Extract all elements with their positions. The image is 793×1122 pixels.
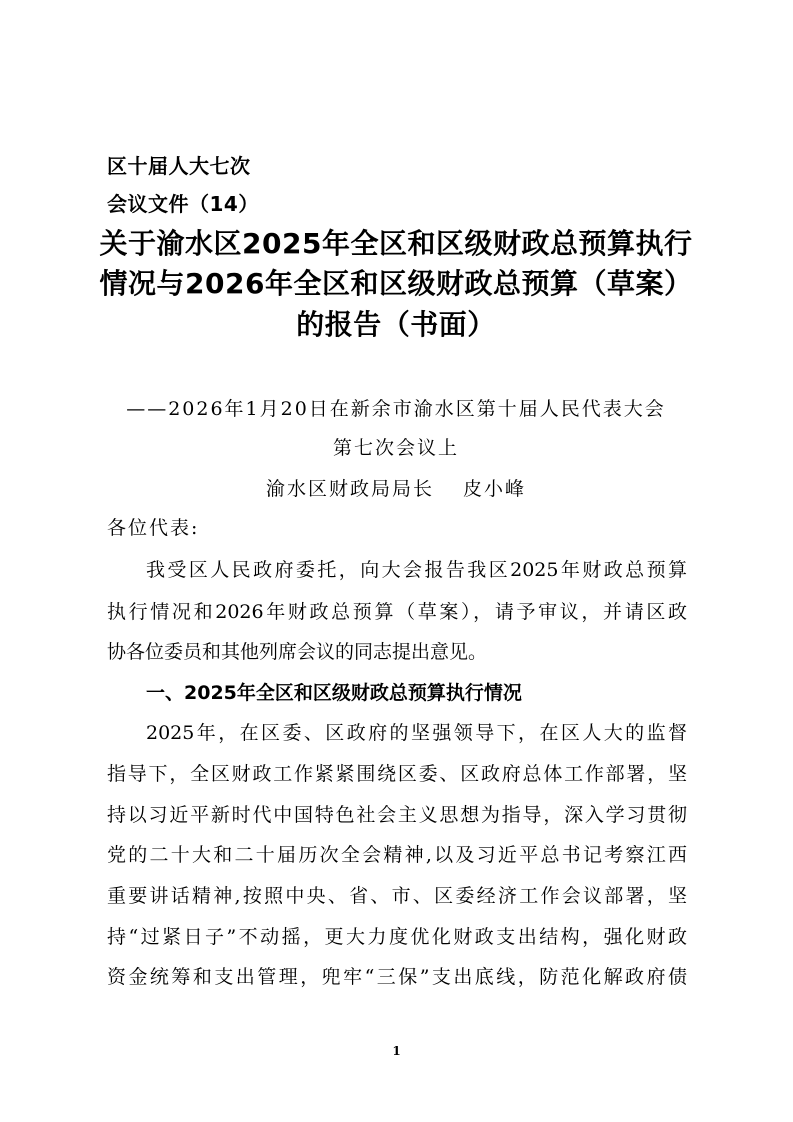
document-title-line-3: 的报告（书面） [296, 308, 496, 341]
paragraph-1-line: 协各位委员和其他列席会议的同志提出意见。 [107, 641, 488, 663]
paragraph-2-line: 持“过紧日子”不动摇，更大力度优化财政支出结构，强化财政 [107, 926, 687, 948]
paragraph-2-line: 2025年，在区委、区政府的坚强领导下，在区人大的监督 [146, 722, 687, 744]
paragraph-2-line: 指导下，全区财政工作紧紧围绕区委、区政府总体工作部署，坚 [107, 763, 687, 785]
paragraph-1-line: 我受区人民政府委托，向大会报告我区2025年财政总预算 [146, 559, 687, 581]
paragraph-2-line: 党的二十大和二十届历次全会精神,以及习近平总书记考察江西 [107, 844, 687, 866]
document-title-line-2: 情况与2026年全区和区级财政总预算（草案） [99, 267, 693, 300]
page-number: 1 [392, 1044, 401, 1058]
paragraph-2-line: 持以习近平新时代中国特色社会主义思想为指导，深入学习贯彻 [107, 804, 687, 826]
paragraph-2-line: 资金统筹和支出管理，兜牢“三保”支出底线，防范化解政府债 [107, 966, 687, 988]
paragraph-2-line: 重要讲话精神,按照中央、省、市、区委经济工作会议部署，坚 [107, 885, 687, 907]
document-number-label: 会议文件（14） [107, 192, 259, 216]
section-heading-1: 一、2025年全区和区级财政总预算执行情况 [146, 682, 522, 704]
salutation: 各位代表: [107, 517, 200, 539]
meeting-label: 区十届人大七次 [107, 154, 251, 178]
subtitle-occasion: ——2026年1月20日在新余市渝水区第十届人民代表大会 [126, 398, 666, 420]
subtitle-session: 第七次会议上 [332, 437, 459, 459]
document-title-line-1: 关于渝水区2025年全区和区级财政总预算执行 [99, 227, 693, 260]
paragraph-1-line: 执行情况和2026年财政总预算（草案），请予审议，并请区政 [107, 601, 687, 623]
subtitle-speaker: 渝水区财政局局长 皮小峰 [265, 478, 527, 500]
